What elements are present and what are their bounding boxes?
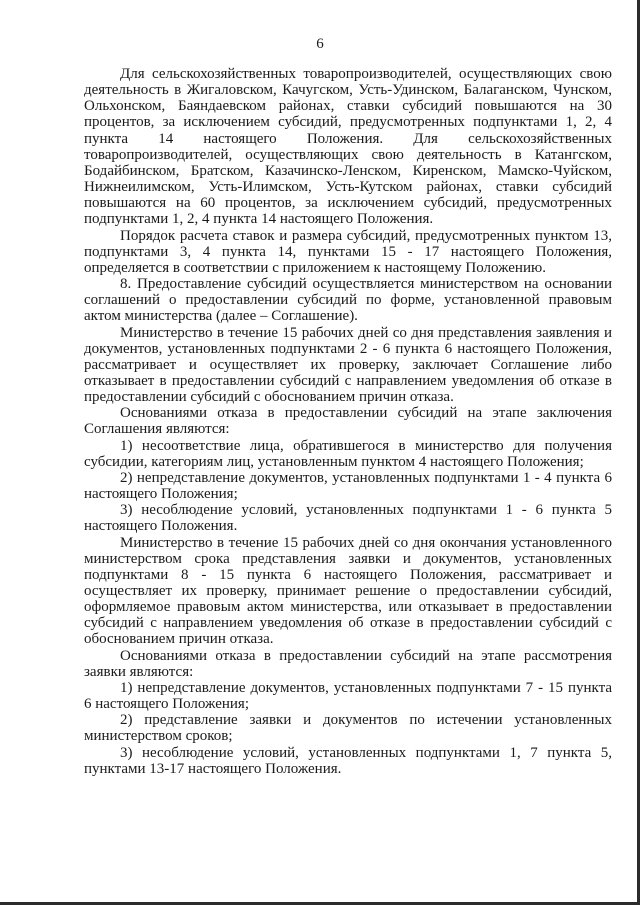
- list-item-agreement-ground-2: 2) непредставление документов, установленных подпунктами 1 - 4 пункта 6 настоящего Положения;: [84, 469, 612, 503]
- paragraph-application-refusal-grounds: Основаниями отказа в предоставлении субсидий на этапе рассмотрения заявки являются:: [84, 647, 612, 680]
- page-number: 6: [316, 36, 324, 52]
- list-item-agreement-ground-1: 1) несоответствие лица, обратившегося в министерство для получения субсидии, категориям лиц, установленным пунктом 4 настоящего Положения;: [84, 437, 612, 470]
- list-item-application-ground-3: 3) несоблюдение условий, установленных подпунктами 1, 7 пункта 5, пунктами 13-17 настоящего Положения.: [84, 744, 612, 777]
- paragraph-agreement-refusal-grounds: Основаниями отказа в предоставлении субсидий на этапе заключения Соглашения являются:: [84, 405, 612, 438]
- paragraph-clause-8: 8. Предоставление субсидий осуществляется министерством на основании соглашений о предоставлении субсидий по форме, установленной правовым актом министерства (далее – Соглашение).: [84, 276, 612, 325]
- list-item-agreement-ground-3: 3) несоблюдение условий, установленных подпунктами 1 - 6 пункта 5 настоящего Положения.: [84, 502, 612, 535]
- paragraph-application-review: Министерство в течение 15 рабочих дней со дня окончания установленного министерством срока представления заявки и документов, установленных подпунктами 8 - 15 пункта 6 настоящего Положения, рассматривает и осуществляет их проверку, принимает решение о предоставлении субсидий, оформляемое правовым актом министерства, или отказывает в предоставлении субсидий с направлением уведомления об отказе в предоставлении субсидий с обоснованием причин отказа.: [84, 534, 612, 648]
- list-item-application-ground-2: 2) представление заявки и документов по истечении установленных министерством сроков;: [84, 712, 612, 745]
- list-item-application-ground-1: 1) непредставление документов, установленных подпунктами 7 - 15 пункта 6 настоящего Положения;: [84, 679, 612, 713]
- paragraph-agreement-review: Министерство в течение 15 рабочих дней со дня представления заявления и документов, установленных подпунктами 2 - 6 пункта 6 настоящего Положения, рассматривает и осуществляет их проверку, заключает Соглашение либо отказывает в предоставлении субсидий с направлением уведомления об отказе в предоставлении субсидий с обоснованием причин отказа.: [84, 324, 612, 406]
- document-body: [84, 66, 612, 777]
- paragraph-rate-calculation: Порядок расчета ставок и размера субсидий, предусмотренных пунктом 13, подпунктами 3, 4 пункта 14, пунктами 15 - 17 настоящего Положения, определяется в соответствии с приложением к настоящему Положению.: [84, 227, 612, 276]
- paragraph-regional-rate-increase: Для сельскохозяйственных товаропроизводителей, осуществляющих свою деятельность в Жигаловском, Качугском, Усть-Удинском, Балаганском, Чунском, Ольхонском, Баяндаевском районах, ставки субсидий повышаются на 30 процентов, за исключением субсидий, предусмотренных подпунктами 1, 2, 4 пункта 14 настоящего Положения. Для сельскохозяйственных товаропроизводителей, осуществляющих свою деятельность в Катангском, Бодайбинском, Братском, Казачинско-Ленском, Киренском, Мамско-Чуйском, Нижнеилимском, Усть-Илимском, Усть-Кутском районах, ставки субсидий повышаются на 60 процентов, за исключением субсидий, предусмотренных подпунктами 1, 2, 4 пункта 14 настоящего Положения.: [84, 66, 612, 228]
